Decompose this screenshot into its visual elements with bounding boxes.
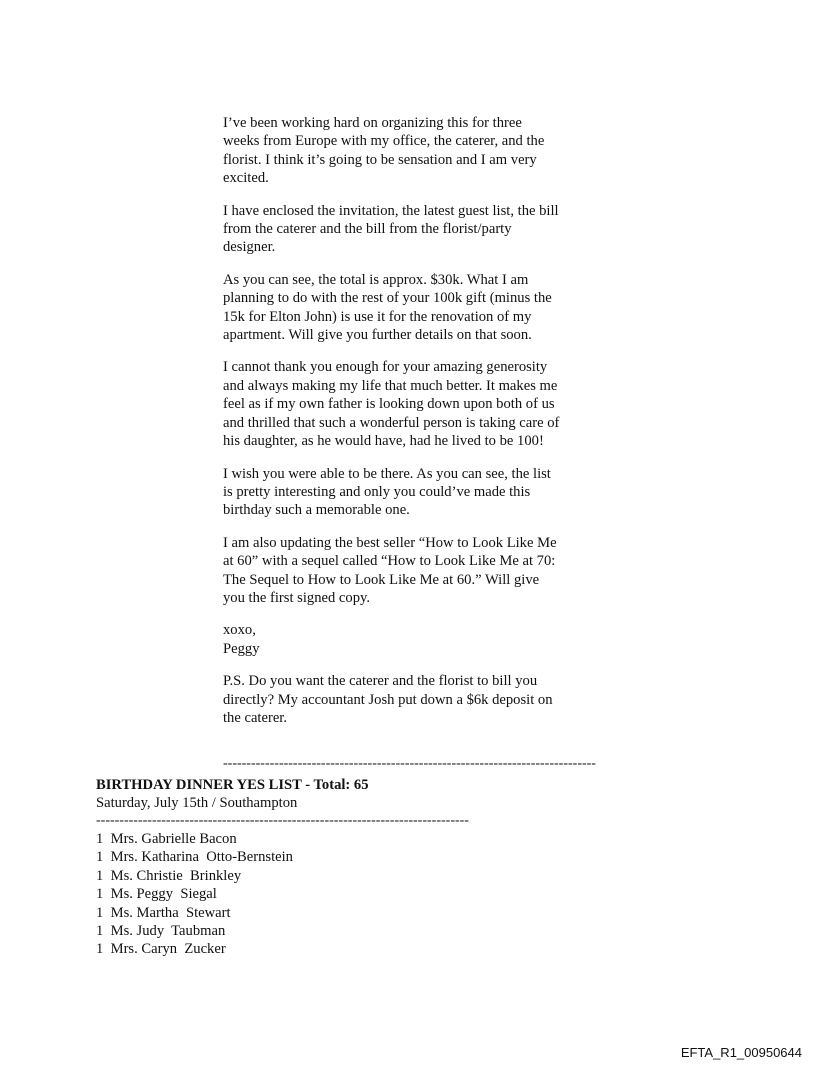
guest-list (96, 830, 293, 959)
letter-signoff: xoxo, Peggy (223, 622, 260, 657)
letter-paragraph: I’ve been working hard on organizing this for three weeks from Europe with my office, the caterer, and the florist. I think it’s going to be sensation and I am very excited. (223, 115, 545, 187)
letter-paragraph: I wish you were able to be there. As you can see, the list is pretty interesting and only you could’ve made this birthday such a memorable one. (223, 465, 551, 519)
letter-body (223, 114, 603, 741)
guest-list-title: BIRTHDAY DINNER YES LIST - Total: 65 (96, 777, 369, 793)
guest-list-item: 1 Ms. Judy Taubman (96, 923, 226, 940)
separator-line: -------------------------------------------------------------------------------- (96, 814, 469, 828)
document-id: EFTA_R1_00950644 (680, 1045, 802, 1060)
guest-list-item: 1 Mrs. Katharina Otto-Bernstein (96, 849, 293, 866)
guest-list-item: 1 Ms. Martha Stewart (96, 904, 231, 921)
guest-list-item: 1 Mrs. Caryn Zucker (96, 941, 226, 958)
guest-list-item: 1 Mrs. Gabrielle Bacon (96, 831, 237, 847)
guest-list-subtitle: Saturday, July 15th / Southampton (96, 795, 298, 811)
letter-paragraph: I am also updating the best seller “How to Look Like Me at 60” with a sequel called “How to Look Like Me at 70: The Sequel to How to Look Like Me at 60.” Will give you the first signed copy. (223, 534, 557, 606)
separator-line: -------------------------------------------------------------------------------- (223, 757, 596, 771)
guest-list-item: 1 Ms. Christie Brinkley (96, 867, 242, 884)
letter-paragraph: I cannot thank you enough for your amazing generosity and always making my life that much better. It makes me feel as if my own father is looking down upon both of us and thrilled that such a wonderful person is taking care of his daughter, as he would have, had he lived to be 100! (223, 359, 560, 450)
letter-paragraph: As you can see, the total is approx. $30k. What I am planning to do with the rest of your 100k gift (minus the 15k for Elton John) is use it for the renovation of my apartment. Will give you further details on that soon. (223, 271, 552, 344)
guest-list-item: 1 Ms. Peggy Siegal (96, 886, 217, 903)
letter-paragraph: I have enclosed the invitation, the latest guest list, the bill from the caterer and the bill from the florist/party designer. (223, 202, 559, 256)
letter-postscript: P.S. Do you want the caterer and the florist to bill you directly? My accountant Josh put down a $6k deposit on the caterer. (223, 673, 553, 726)
